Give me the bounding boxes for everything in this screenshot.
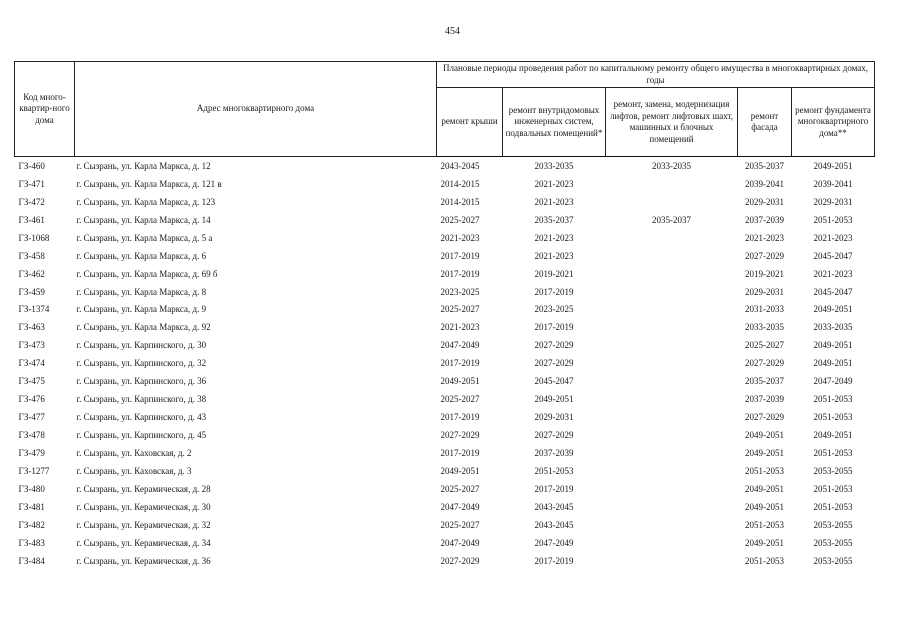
- cell-roof: 2025-2027: [440, 304, 480, 315]
- cell-facade: 2019-2021: [745, 268, 784, 279]
- cell-foundation: 2047-2049: [813, 376, 853, 387]
- cell-elevators: [606, 354, 738, 372]
- cell-roof: 2025-2027: [440, 519, 480, 530]
- header-facade: ремонт фасада: [738, 88, 792, 157]
- cell-facade: 2049-2051: [745, 430, 784, 441]
- cell-roof: 2025-2027: [440, 483, 480, 494]
- cell-facade: 2051-2053: [745, 465, 784, 476]
- cell-address: г. Сызрань, ул. Карла Маркса, д. 5 а: [76, 232, 213, 243]
- cell-code: ГЗ-477: [18, 412, 45, 423]
- cell-roof: 2027-2029: [440, 430, 480, 441]
- cell-facade: 2027-2029: [745, 250, 784, 261]
- cell-roof: 2023-2025: [440, 286, 480, 297]
- header-periods-group: Плановые периоды проведения работ по капитальному ремонту общего имущества в многоквартирных домах, годы: [437, 62, 875, 88]
- cell-roof: 2027-2029: [440, 555, 480, 566]
- cell-roof: 2049-2051: [440, 465, 480, 476]
- cell-elevators: [606, 336, 738, 354]
- cell-elevators: [606, 372, 738, 390]
- cell-elevators: [606, 229, 738, 247]
- cell-roof: 2017-2019: [440, 268, 480, 279]
- cell-facade: 2029-2031: [745, 196, 784, 207]
- cell-elevators: [606, 462, 738, 480]
- cell-address: г. Сызрань, ул. Керамическая, д. 30: [76, 501, 211, 512]
- cell-roof: 2025-2027: [440, 394, 480, 405]
- cell-engineering: 2027-2029: [534, 430, 574, 441]
- cell-facade: 2027-2029: [745, 358, 784, 369]
- cell-elevators: [606, 390, 738, 408]
- cell-engineering: 2047-2049: [534, 537, 574, 548]
- cell-engineering: 2021-2023: [534, 232, 574, 243]
- cell-elevators: 2035-2037: [652, 214, 691, 225]
- cell-foundation: 2053-2055: [813, 465, 853, 476]
- cell-elevators: [606, 265, 738, 283]
- cell-foundation: 2053-2055: [813, 537, 853, 548]
- table-row: [15, 229, 875, 247]
- cell-engineering: 2017-2019: [534, 483, 574, 494]
- cell-address: г. Сызрань, ул. Карпинского, д. 30: [76, 340, 207, 351]
- cell-elevators: [606, 516, 738, 534]
- cell-facade: 2031-2033: [745, 304, 784, 315]
- page-number: 454: [445, 26, 460, 37]
- cell-code: ГЗ-473: [18, 340, 45, 351]
- cell-engineering: 2035-2037: [534, 214, 574, 225]
- cell-code: ГЗ-460: [18, 160, 45, 171]
- table-row: [15, 408, 875, 426]
- table-row: [15, 211, 875, 229]
- cell-address: г. Сызрань, ул. Карла Маркса, д. 14: [76, 214, 211, 225]
- cell-address: г. Сызрань, ул. Каховская, д. 2: [76, 447, 192, 458]
- table-row: [15, 175, 875, 193]
- cell-foundation: 2021-2023: [813, 268, 853, 279]
- cell-code: ГЗ-472: [18, 196, 45, 207]
- header-code: Код много-квартир-ного дома: [15, 62, 75, 157]
- cell-elevators: [606, 408, 738, 426]
- header-foundation: ремонт фундамента многоквартирного дома**: [792, 88, 875, 157]
- cell-address: г. Сызрань, ул. Карла Маркса, д. 92: [76, 322, 211, 333]
- cell-foundation: 2051-2053: [813, 412, 853, 423]
- cell-address: г. Сызрань, ул. Керамическая, д. 34: [76, 537, 211, 548]
- cell-foundation: 2049-2051: [813, 160, 853, 171]
- cell-code: ГЗ-1277: [18, 465, 50, 476]
- cell-address: г. Сызрань, ул. Керамическая, д. 28: [76, 483, 211, 494]
- cell-engineering: 2051-2053: [534, 465, 574, 476]
- cell-elevators: [606, 552, 738, 570]
- cell-address: г. Сызрань, ул. Карпинского, д. 45: [76, 430, 207, 441]
- cell-facade: 2039-2041: [745, 178, 784, 189]
- table-row: [15, 318, 875, 336]
- cell-facade: 2029-2031: [745, 286, 784, 297]
- cell-facade: 2037-2039: [745, 394, 784, 405]
- cell-facade: 2049-2051: [745, 537, 784, 548]
- cell-code: ГЗ-478: [18, 430, 45, 441]
- table-row: [15, 354, 875, 372]
- cell-engineering: 2037-2039: [534, 447, 574, 458]
- table-body: [15, 157, 875, 570]
- header-roof: ремонт крыши: [437, 88, 503, 157]
- cell-foundation: 2033-2035: [813, 322, 853, 333]
- cell-code: ГЗ-458: [18, 250, 45, 261]
- cell-elevators: [606, 444, 738, 462]
- cell-roof: 2017-2019: [440, 447, 480, 458]
- cell-code: ГЗ-484: [18, 555, 45, 566]
- table-row: [15, 283, 875, 301]
- cell-engineering: 2027-2029: [534, 340, 574, 351]
- table-row: [15, 480, 875, 498]
- cell-foundation: 2049-2051: [813, 358, 853, 369]
- cell-address: г. Сызрань, ул. Карпинского, д. 36: [76, 376, 207, 387]
- cell-engineering: 2017-2019: [534, 555, 574, 566]
- cell-facade: 2027-2029: [745, 412, 784, 423]
- cell-code: ГЗ-462: [18, 268, 45, 279]
- cell-elevators: [606, 283, 738, 301]
- cell-engineering: 2017-2019: [534, 286, 574, 297]
- cell-engineering: 2043-2045: [534, 501, 574, 512]
- header-elevators: ремонт, замена, модернизация лифтов, ремонт лифтовых шахт, машинных и блочных помещений: [606, 88, 738, 157]
- table-row: [15, 193, 875, 211]
- cell-facade: 2049-2051: [745, 501, 784, 512]
- cell-roof: 2014-2015: [440, 178, 480, 189]
- cell-code: ГЗ-482: [18, 519, 45, 530]
- cell-foundation: 2049-2051: [813, 304, 853, 315]
- cell-foundation: 2021-2023: [813, 232, 853, 243]
- cell-facade: 2049-2051: [745, 447, 784, 458]
- cell-elevators: [606, 480, 738, 498]
- cell-address: г. Сызрань, ул. Карпинского, д. 43: [76, 412, 207, 423]
- cell-elevators: [606, 534, 738, 552]
- cell-address: г. Сызрань, ул. Карла Маркса, д. 9: [76, 304, 207, 315]
- cell-address: г. Сызрань, ул. Карпинского, д. 32: [76, 358, 207, 369]
- cell-facade: 2035-2037: [745, 376, 784, 387]
- cell-foundation: 2051-2053: [813, 501, 853, 512]
- cell-foundation: 2051-2053: [813, 447, 853, 458]
- cell-address: г. Сызрань, ул. Карла Маркса, д. 69 б: [76, 268, 218, 279]
- cell-roof: 2049-2051: [440, 376, 480, 387]
- cell-facade: 2051-2053: [745, 519, 784, 530]
- cell-foundation: 2051-2053: [813, 394, 853, 405]
- cell-elevators: [606, 498, 738, 516]
- table-row: [15, 444, 875, 462]
- cell-foundation: 2051-2053: [813, 214, 853, 225]
- cell-foundation: 2053-2055: [813, 519, 853, 530]
- cell-engineering: 2027-2029: [534, 358, 574, 369]
- cell-address: г. Сызрань, ул. Каховская, д. 3: [76, 465, 192, 476]
- cell-elevators: [606, 426, 738, 444]
- cell-address: г. Сызрань, ул. Карла Маркса, д. 12: [76, 160, 211, 171]
- cell-code: ГЗ-479: [18, 447, 45, 458]
- table-row: [15, 247, 875, 265]
- table-row: [15, 552, 875, 570]
- cell-roof: 2017-2019: [440, 250, 480, 261]
- cell-address: г. Сызрань, ул. Карла Маркса, д. 6: [76, 250, 207, 261]
- cell-engineering: 2033-2035: [534, 160, 574, 171]
- table-row: [15, 426, 875, 444]
- cell-address: г. Сызрань, ул. Керамическая, д. 32: [76, 519, 211, 530]
- cell-code: ГЗ-483: [18, 537, 45, 548]
- cell-roof: 2025-2027: [440, 214, 480, 225]
- table-row: [15, 265, 875, 283]
- cell-code: ГЗ-474: [18, 358, 45, 369]
- cell-address: г. Сызрань, ул. Карла Маркса, д. 121 в: [76, 178, 222, 189]
- cell-code: ГЗ-480: [18, 483, 45, 494]
- cell-foundation: 2039-2041: [813, 178, 853, 189]
- cell-address: г. Сызрань, ул. Карпинского, д. 38: [76, 394, 207, 405]
- cell-engineering: 2023-2025: [534, 304, 574, 315]
- cell-engineering: 2045-2047: [534, 376, 574, 387]
- cell-facade: 2033-2035: [745, 322, 784, 333]
- header-engineering: ремонт внутридомовых инженерных систем, подвальных помещений*: [503, 88, 606, 157]
- table-row: [15, 301, 875, 319]
- cell-roof: 2021-2023: [440, 232, 480, 243]
- cell-code: ГЗ-481: [18, 501, 45, 512]
- cell-code: ГЗ-459: [18, 286, 45, 297]
- cell-engineering: 2017-2019: [534, 322, 574, 333]
- cell-facade: 2025-2027: [745, 340, 784, 351]
- cell-engineering: 2043-2045: [534, 519, 574, 530]
- table-row: [15, 534, 875, 552]
- cell-address: г. Сызрань, ул. Карла Маркса, д. 8: [76, 286, 207, 297]
- cell-code: ГЗ-471: [18, 178, 45, 189]
- cell-roof: 2021-2023: [440, 322, 480, 333]
- cell-foundation: 2049-2051: [813, 340, 853, 351]
- cell-foundation: 2051-2053: [813, 483, 853, 494]
- cell-code: ГЗ-1068: [18, 232, 50, 243]
- cell-facade: 2035-2037: [745, 160, 784, 171]
- cell-engineering: 2021-2023: [534, 250, 574, 261]
- cell-foundation: 2029-2031: [813, 196, 853, 207]
- table-row: [15, 516, 875, 534]
- cell-roof: 2047-2049: [440, 537, 480, 548]
- cell-elevators: [606, 193, 738, 211]
- cell-foundation: 2045-2047: [813, 250, 853, 261]
- cell-elevators: [606, 175, 738, 193]
- cell-engineering: 2021-2023: [534, 178, 574, 189]
- table-row: [15, 390, 875, 408]
- cell-code: ГЗ-1374: [18, 304, 50, 315]
- cell-address: г. Сызрань, ул. Карла Маркса, д. 123: [76, 196, 216, 207]
- cell-elevators: [606, 301, 738, 319]
- header-address: Адрес многоквартирного дома: [75, 62, 437, 157]
- capital-repair-table: [14, 61, 875, 570]
- cell-elevators: [606, 247, 738, 265]
- cell-code: ГЗ-463: [18, 322, 45, 333]
- cell-roof: 2047-2049: [440, 501, 480, 512]
- cell-engineering: 2029-2031: [534, 412, 574, 423]
- cell-roof: 2017-2019: [440, 358, 480, 369]
- cell-roof: 2017-2019: [440, 412, 480, 423]
- cell-engineering: 2019-2021: [534, 268, 574, 279]
- cell-facade: 2037-2039: [745, 214, 784, 225]
- cell-code: ГЗ-461: [18, 214, 45, 225]
- cell-engineering: 2049-2051: [534, 394, 574, 405]
- cell-code: ГЗ-475: [18, 376, 45, 387]
- table-header-row: [15, 62, 875, 88]
- cell-foundation: 2053-2055: [813, 555, 853, 566]
- table-row: [15, 498, 875, 516]
- cell-facade: 2021-2023: [745, 232, 784, 243]
- cell-code: ГЗ-476: [18, 394, 45, 405]
- cell-foundation: 2045-2047: [813, 286, 853, 297]
- cell-roof: 2047-2049: [440, 340, 480, 351]
- table-row: [15, 336, 875, 354]
- cell-address: г. Сызрань, ул. Керамическая, д. 36: [76, 555, 211, 566]
- cell-engineering: 2021-2023: [534, 196, 574, 207]
- table-row: [15, 372, 875, 390]
- cell-roof: 2043-2045: [440, 160, 480, 171]
- cell-foundation: 2049-2051: [813, 430, 853, 441]
- cell-facade: 2049-2051: [745, 483, 784, 494]
- cell-elevators: 2033-2035: [652, 160, 691, 171]
- cell-elevators: [606, 318, 738, 336]
- table-row: [15, 462, 875, 480]
- table-row: [15, 157, 875, 175]
- cell-roof: 2014-2015: [440, 196, 480, 207]
- cell-facade: 2051-2053: [745, 555, 784, 566]
